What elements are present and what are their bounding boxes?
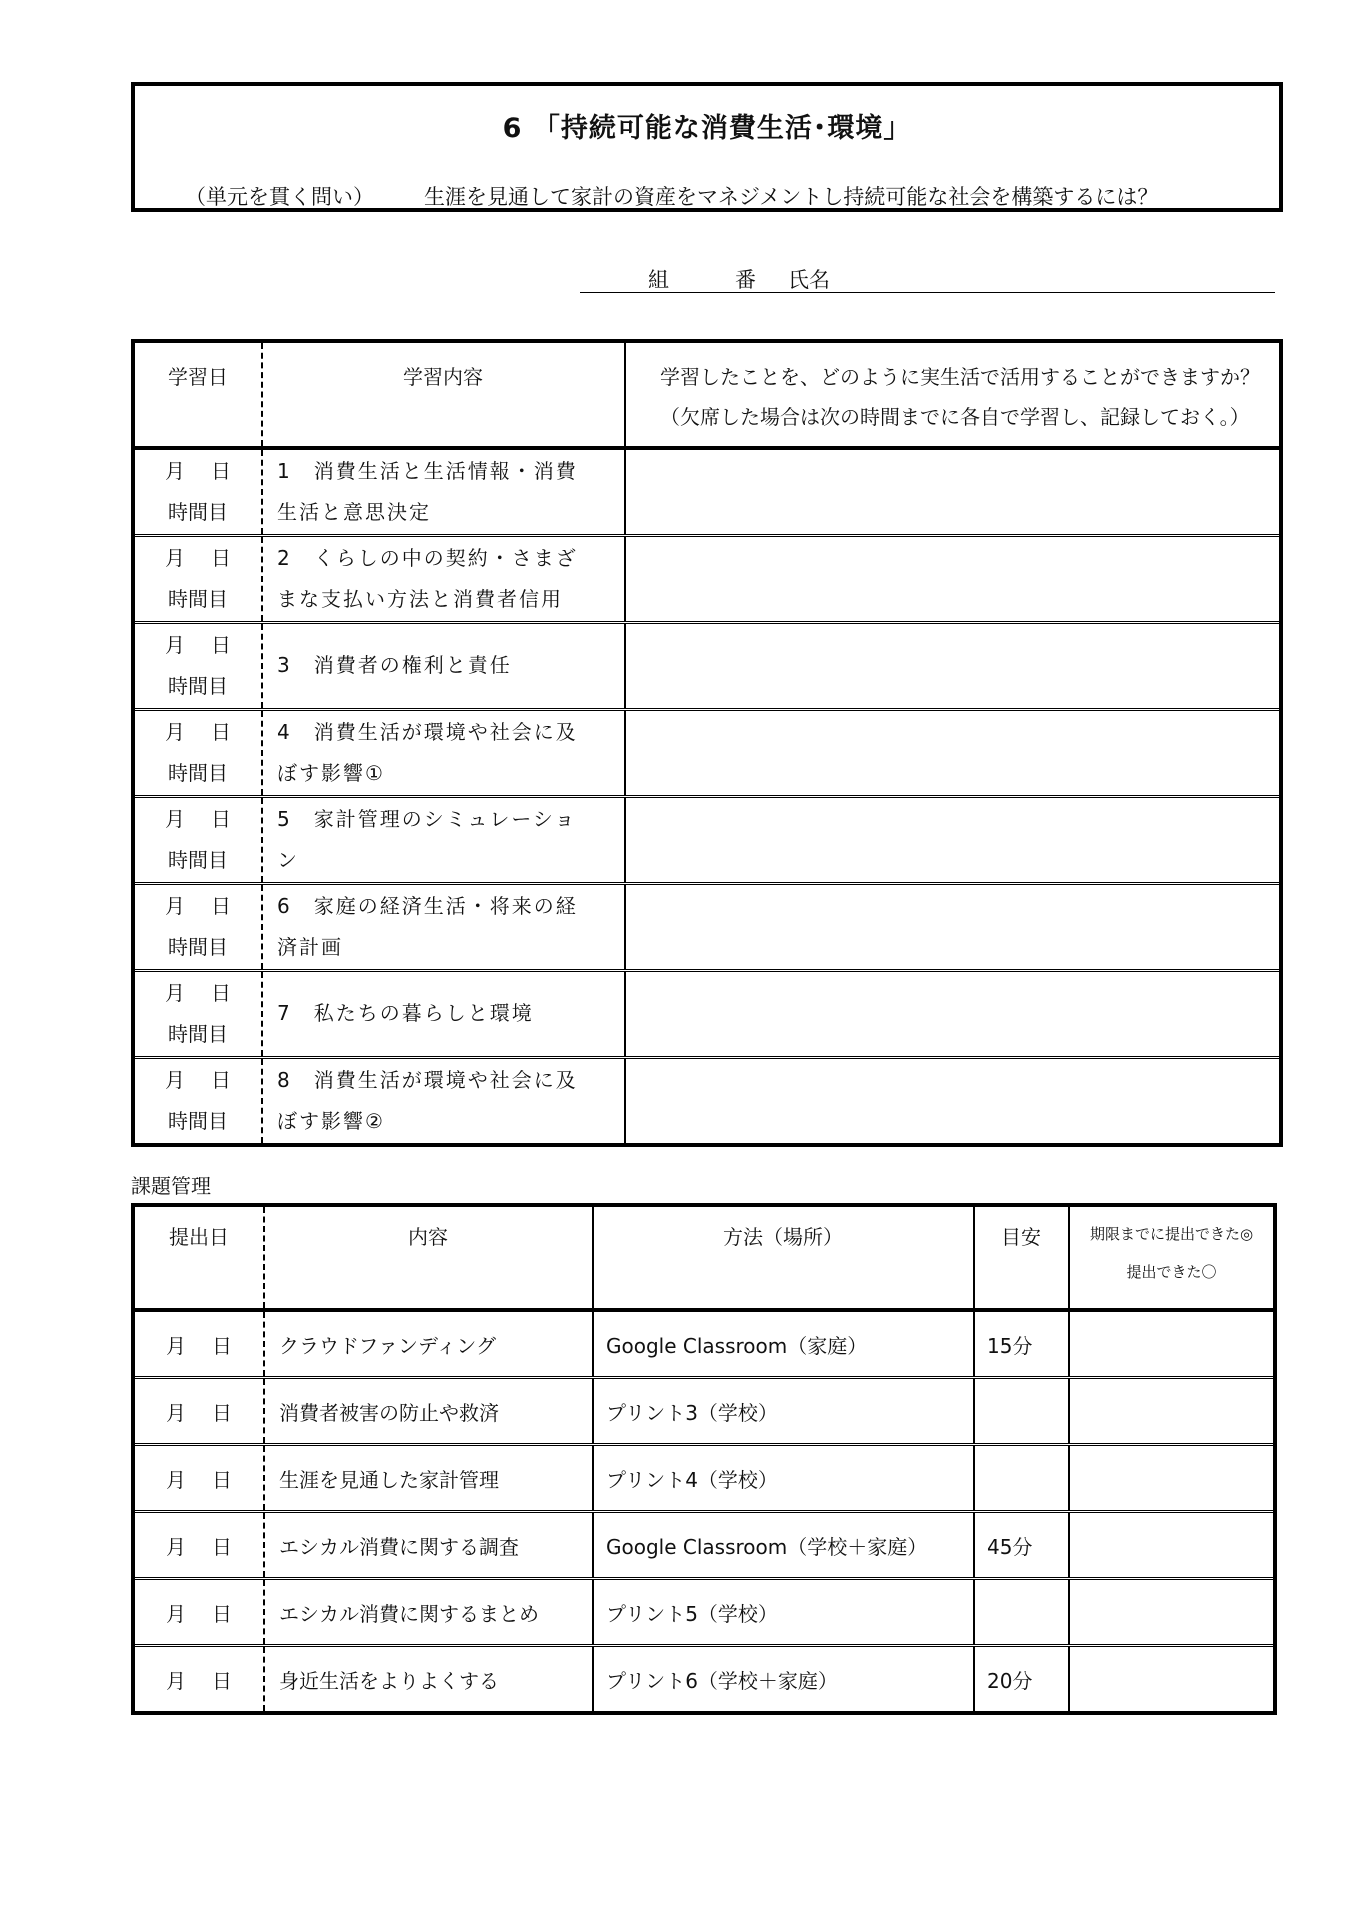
period-label: 時間目 [168, 848, 228, 872]
tasks-content-header: 内容 [264, 1205, 593, 1310]
lesson-title-line1: 8 消費生活が環境や社会に及 [277, 1068, 578, 1092]
period-label: 時間目 [168, 761, 228, 785]
reflection-cell[interactable] [625, 623, 1281, 710]
task-row [133, 1579, 1275, 1646]
study-row [133, 1058, 1281, 1146]
name-label: 氏名 [788, 268, 830, 292]
month-label: 月 [165, 894, 185, 918]
task-date [136, 1397, 262, 1426]
study-date [136, 1060, 260, 1101]
period-label: 時間目 [168, 1109, 228, 1133]
study-date-header: 学習日 [133, 341, 262, 448]
lesson-title-line1: 4 消費生活が環境や社会に及 [277, 720, 578, 744]
lesson-title-line1: 6 家庭の経済生活・将来の経 [277, 894, 578, 918]
period-label: 時間目 [168, 587, 228, 611]
lesson-title-line2: 済計画 [277, 935, 343, 959]
month-label: 月 [166, 1601, 186, 1626]
lesson-title-line1: 7 私たちの暮らしと環境 [277, 1001, 534, 1025]
unit-question [185, 181, 1158, 211]
lesson-title-line1: 3 消費者の権利と責任 [277, 653, 512, 677]
task-method-cell: Google Classroom（学校＋家庭） [593, 1512, 974, 1579]
lesson-title-line2: ぼす影響① [277, 761, 385, 785]
study-date-cell[interactable] [133, 536, 262, 623]
month-label: 月 [165, 720, 185, 744]
task-date [136, 1598, 262, 1627]
task-status-cell[interactable] [1069, 1512, 1275, 1579]
reflection-header-line2: （欠席した場合は次の時間までに各自で学習し、記録しておく。） [660, 405, 1250, 429]
task-status-cell[interactable] [1069, 1378, 1275, 1445]
study-date [136, 799, 260, 840]
reflection-cell[interactable] [625, 971, 1281, 1058]
study-date-cell[interactable] [133, 797, 262, 884]
study-row [133, 448, 1281, 536]
task-row [133, 1310, 1275, 1378]
study-row [133, 971, 1281, 1058]
task-status-cell[interactable] [1069, 1445, 1275, 1512]
study-date-cell[interactable] [133, 1058, 262, 1146]
task-row [133, 1445, 1275, 1512]
task-date [136, 1665, 262, 1694]
task-status-cell[interactable] [1069, 1579, 1275, 1646]
task-date-cell[interactable] [133, 1512, 264, 1579]
study-row [133, 536, 1281, 623]
task-row [133, 1646, 1275, 1714]
task-estimate-cell: 20分 [974, 1646, 1069, 1714]
lesson-title-line2: 生活と意思決定 [277, 500, 431, 524]
task-estimate-cell: 45分 [974, 1512, 1069, 1579]
task-row [133, 1378, 1275, 1445]
month-label: 月 [165, 546, 185, 570]
task-status-cell[interactable] [1069, 1646, 1275, 1714]
study-date-cell[interactable] [133, 710, 262, 797]
study-date-cell[interactable] [133, 884, 262, 971]
task-method-cell: プリント5（学校） [593, 1579, 974, 1646]
task-method-cell: プリント3（学校） [593, 1378, 974, 1445]
class-label: 組 [648, 268, 669, 292]
task-date [136, 1464, 262, 1493]
study-reflection-header [625, 341, 1281, 448]
study-date [136, 625, 260, 666]
study-content-header: 学習内容 [262, 341, 625, 448]
period-label: 時間目 [168, 935, 228, 959]
study-date [136, 973, 260, 1014]
reflection-cell[interactable] [625, 710, 1281, 797]
month-label: 月 [166, 1400, 186, 1425]
day-label: 日 [211, 720, 231, 744]
reflection-cell[interactable] [625, 1058, 1281, 1146]
status-header-line2: 提出できた〇 [1126, 1263, 1217, 1281]
task-date-cell[interactable] [133, 1445, 264, 1512]
lesson-title-line1: 5 家計管理のシミュレーショ [277, 807, 577, 831]
period-label: 時間目 [168, 1022, 228, 1046]
task-method-cell: プリント6（学校＋家庭） [593, 1646, 974, 1714]
lesson-title-line2: ぼす影響② [277, 1109, 385, 1133]
study-content-cell [262, 623, 625, 710]
task-estimate-cell [974, 1378, 1069, 1445]
tasks-header-row [133, 1205, 1275, 1310]
day-label: 日 [211, 546, 231, 570]
reflection-cell[interactable] [625, 536, 1281, 623]
day-label: 日 [211, 459, 231, 483]
day-label: 日 [211, 894, 231, 918]
study-content-cell [262, 797, 625, 884]
day-label: 日 [211, 981, 231, 1005]
period-label: 時間目 [168, 674, 228, 698]
day-label: 日 [211, 1068, 231, 1092]
day-label: 日 [212, 1534, 232, 1559]
tasks-status-header [1069, 1205, 1275, 1310]
month-label: 月 [165, 633, 185, 657]
page-title: 6 「持続可能な消費生活･環境」 [502, 113, 912, 144]
study-row [133, 797, 1281, 884]
task-status-cell[interactable] [1069, 1310, 1275, 1378]
task-date [136, 1531, 262, 1560]
task-method-cell: Google Classroom（家庭） [593, 1310, 974, 1378]
study-content-cell [262, 1058, 625, 1146]
student-name-line[interactable] [580, 262, 1275, 293]
task-date-cell[interactable] [133, 1310, 264, 1378]
task-content-cell: クラウドファンディング [264, 1310, 593, 1378]
study-row [133, 623, 1281, 710]
period-label: 時間目 [168, 500, 228, 524]
month-label: 月 [166, 1534, 186, 1559]
study-header-row [133, 341, 1281, 448]
study-date [136, 886, 260, 927]
assignment-table [131, 1203, 1277, 1715]
study-content-cell [262, 536, 625, 623]
study-date [136, 538, 260, 579]
lesson-title-line2: まな支払い方法と消費者信用 [277, 587, 563, 611]
day-label: 日 [212, 1601, 232, 1626]
task-row [133, 1512, 1275, 1579]
task-date-cell[interactable] [133, 1378, 264, 1445]
task-content-cell: エシカル消費に関する調査 [264, 1512, 593, 1579]
tasks-method-header: 方法（場所） [593, 1205, 974, 1310]
day-label: 日 [211, 633, 231, 657]
task-date-cell[interactable] [133, 1646, 264, 1714]
tasks-estimate-header: 目安 [974, 1205, 1069, 1310]
month-label: 月 [165, 459, 185, 483]
study-record-table [131, 339, 1283, 1147]
month-label: 月 [165, 807, 185, 831]
study-content-cell [262, 710, 625, 797]
lesson-title-line2: ン [277, 848, 299, 872]
task-content-cell: 消費者被害の防止や救済 [264, 1378, 593, 1445]
unit-question-text: 生涯を見通して家計の資産をマネジメントし持続可能な社会を構築するには？ [424, 185, 1159, 209]
study-date-cell[interactable] [133, 448, 262, 536]
day-label: 日 [211, 807, 231, 831]
task-estimate-cell [974, 1579, 1069, 1646]
task-content-cell: 生涯を見通した家計管理 [264, 1445, 593, 1512]
month-label: 月 [166, 1333, 186, 1358]
task-method-cell: プリント4（学校） [593, 1445, 974, 1512]
month-label: 月 [166, 1668, 186, 1693]
month-label: 月 [165, 1068, 185, 1092]
task-date-cell[interactable] [133, 1579, 264, 1646]
day-label: 日 [212, 1467, 232, 1492]
tasks-date-header: 提出日 [133, 1205, 264, 1310]
month-label: 月 [166, 1467, 186, 1492]
reflection-cell[interactable] [625, 884, 1281, 971]
study-content-cell [262, 448, 625, 536]
study-row [133, 884, 1281, 971]
reflection-header-line1: 学習したことを、どのように実生活で活用することができますか？ [660, 365, 1260, 389]
tasks-section-label: 課題管理 [131, 1174, 211, 1198]
study-date-cell[interactable] [133, 623, 262, 710]
task-date [136, 1330, 262, 1359]
task-content-cell: エシカル消費に関するまとめ [264, 1579, 593, 1646]
month-label: 月 [165, 981, 185, 1005]
study-content-cell [262, 971, 625, 1058]
reflection-cell[interactable] [625, 448, 1281, 536]
task-estimate-cell [974, 1445, 1069, 1512]
unit-question-label: （単元を貫く問い） [185, 185, 374, 209]
task-content-cell: 身近生活をよりよくする [264, 1646, 593, 1714]
reflection-cell[interactable] [625, 797, 1281, 884]
study-date-cell[interactable] [133, 971, 262, 1058]
study-date [136, 712, 260, 753]
study-content-cell [262, 884, 625, 971]
day-label: 日 [212, 1668, 232, 1693]
lesson-title-line1: 1 消費生活と生活情報・消費 [277, 459, 578, 483]
day-label: 日 [212, 1400, 232, 1425]
number-label: 番 [735, 268, 756, 292]
status-header-line1: 期限までに提出できた◎ [1089, 1225, 1254, 1243]
day-label: 日 [212, 1333, 232, 1358]
study-date [136, 451, 260, 492]
task-estimate-cell: 15分 [974, 1310, 1069, 1378]
title-box [131, 82, 1283, 212]
lesson-title-line1: 2 くらしの中の契約・さまざ [277, 546, 578, 570]
study-row [133, 710, 1281, 797]
